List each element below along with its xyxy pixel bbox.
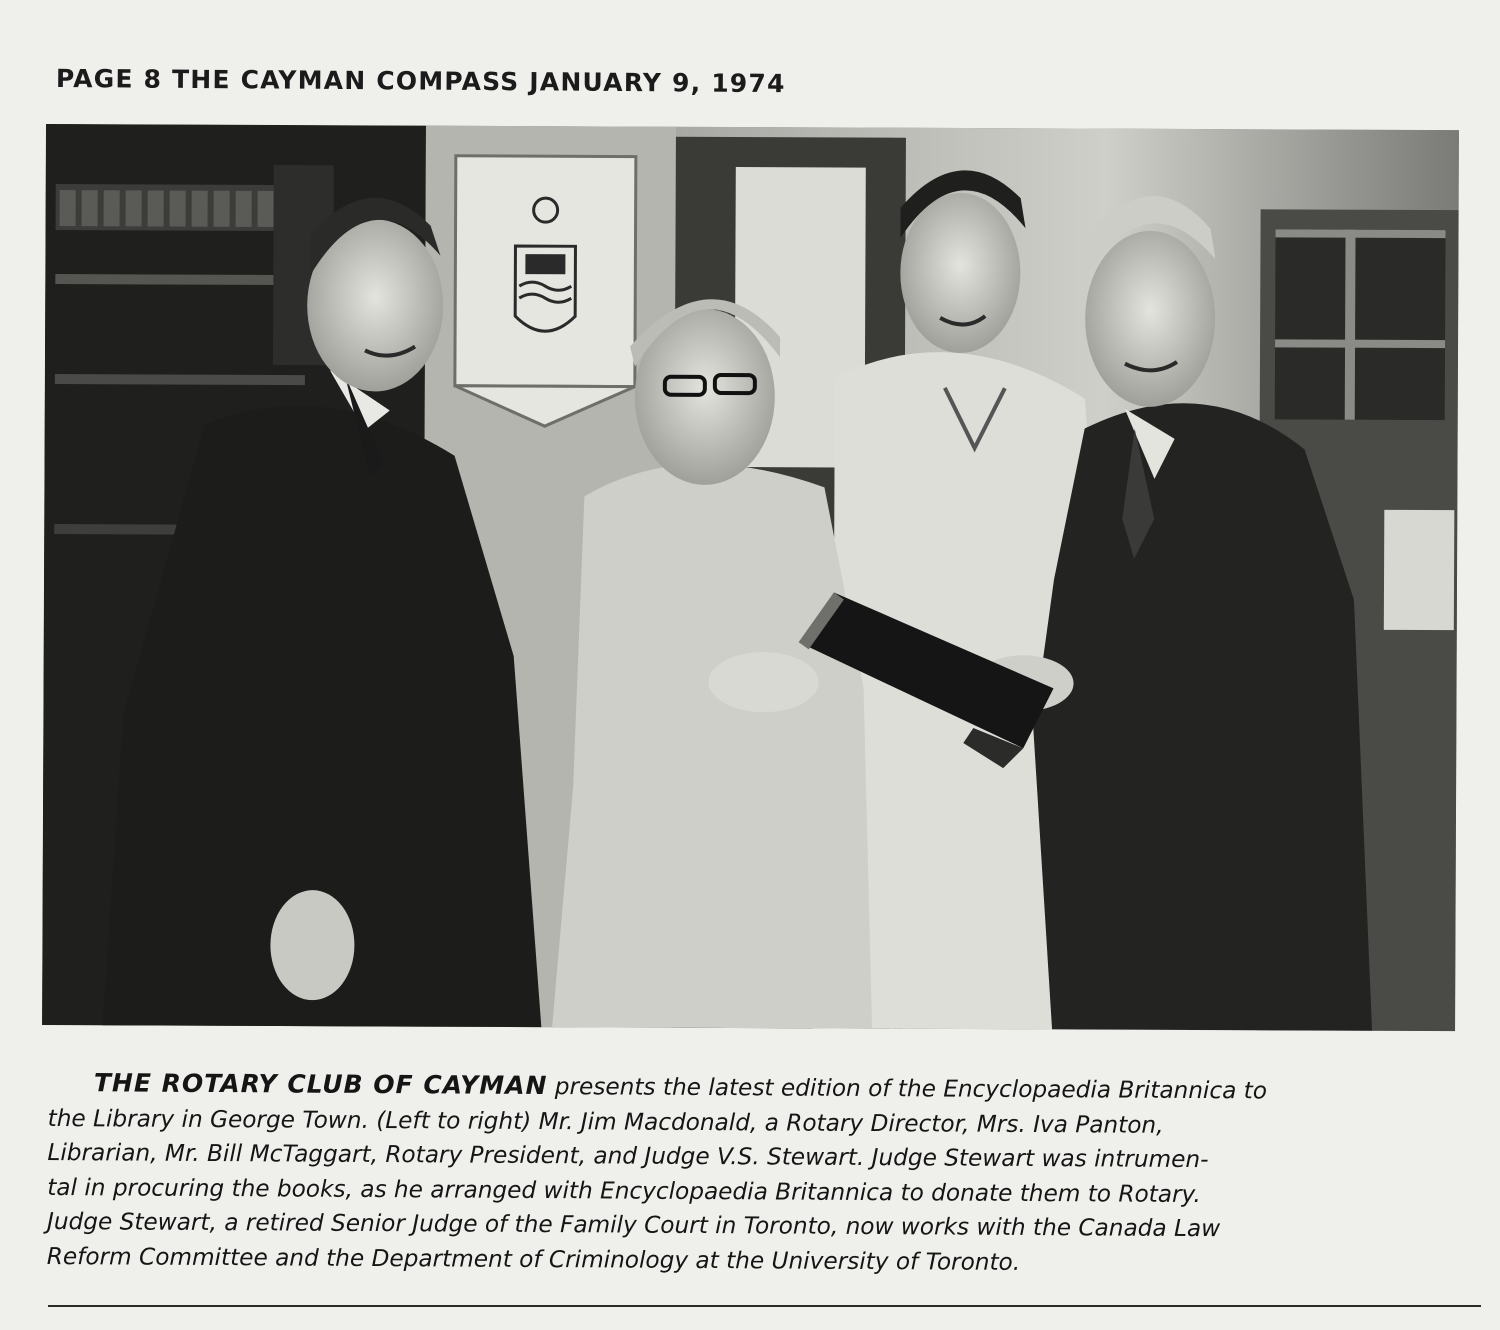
caption-line-6: Reform Committee and the Department of Criminology at the University of Toronto. bbox=[46, 1242, 1021, 1276]
page-header: PAGE 8 THE CAYMAN COMPASS JANUARY 9, 1974 bbox=[55, 64, 786, 99]
caption-line-1-rest: presents the latest edition of the Encyclopaedia Britannica to bbox=[547, 1073, 1268, 1105]
photo-illustration bbox=[42, 124, 1459, 1031]
caption-line-4: tal in procuring the books, as he arranged with Encyclopaedia Britannica to donate them to Rotary. bbox=[47, 1173, 1201, 1208]
photo-caption bbox=[47, 1066, 1488, 1283]
rotary-banner bbox=[455, 156, 636, 427]
caption-lead: THE ROTARY CLUB OF CAYMAN bbox=[93, 1068, 548, 1101]
caption-line-3: Librarian, Mr. Bill McTaggart, Rotary President, and Judge V.S. Stewart. Judge Stewart was intrumen- bbox=[47, 1139, 1209, 1174]
bottom-rule bbox=[48, 1305, 1481, 1307]
news-photo bbox=[42, 124, 1459, 1031]
caption-line-5: Judge Stewart, a retired Senior Judge of the Family Court in Toronto, now works with the Canada Law bbox=[46, 1208, 1221, 1243]
caption-line-2: the Library in George Town. (Left to right) Mr. Jim Macdonald, a Rotary Director, Mrs. Iva Panton, bbox=[47, 1104, 1164, 1139]
